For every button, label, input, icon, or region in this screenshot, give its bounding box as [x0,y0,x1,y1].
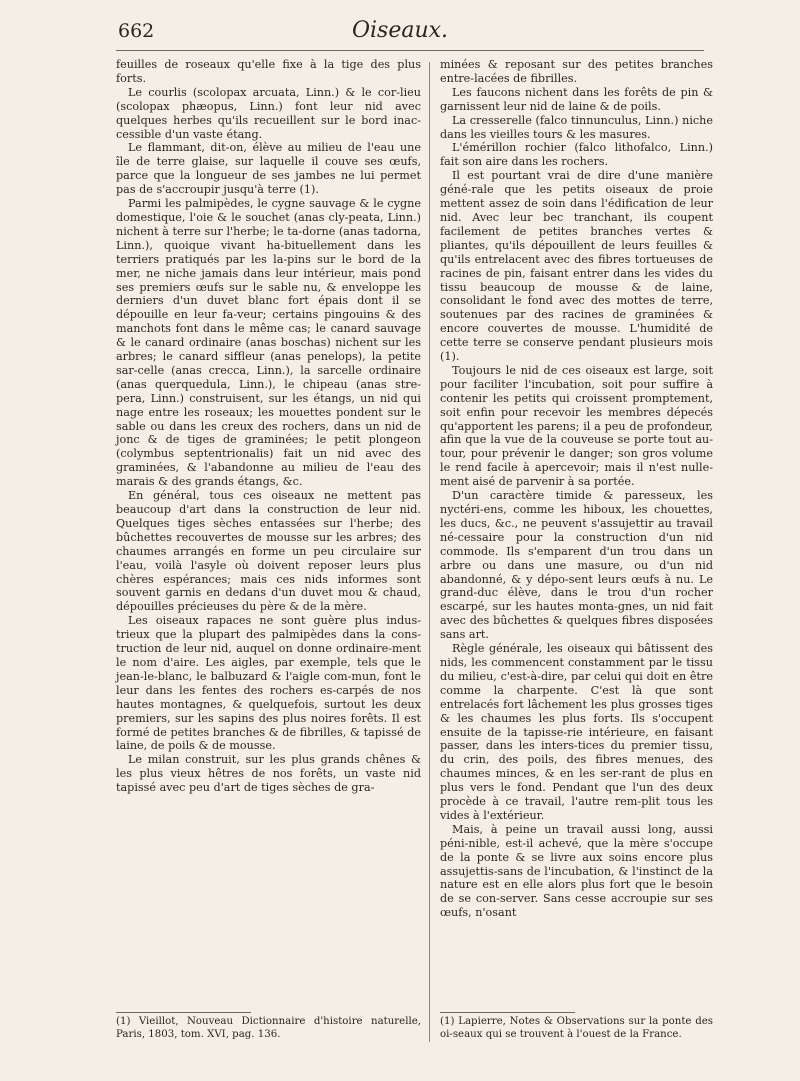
paragraph: Les faucons nichent dans les forêts de pin & garnissent leur nid de laine & de poils. [440,85,713,113]
paragraph: feuilles de roseaux qu'elle fixe à la tige des plus forts. [116,58,421,85]
paragraph: Le flammant, dit-on, élève au milieu de l'eau une île de terre glaise, sur laquelle il couve ses œufs, parce que la longueur de ses jambes ne lui permet pas de s'accroupir jusqu'à terre (1). [116,141,421,197]
footnote-right: (1) Lapierre, Notes & Observations sur la ponte des oi-seaux qui se trouvent à l'ouest de la France. [440,1016,713,1040]
header-rule [116,50,704,51]
paragraph: Mais, à peine un travail aussi long, aussi péni-nible, est-il achevé, que la mère s'occupe de la ponte & se livre aux soins encore plus assujettis-sans de l'incubation, & l'instinct de la nature est en elle alors plus fort que le besoin de se con-server. Sans cesse accroupie sur ses œufs, n'osant [440,822,713,920]
left-column [116,58,421,795]
paragraph: Le courlis (scolopax arcuata, Linn.) & le cor-lieu (scolopax phæopus, Linn.) font leur nid avec quelques herbes qu'ils recueillent sur le bord inac-cessible d'un vaste étang. [116,85,421,141]
page-number: 662 [118,20,155,42]
right-column [440,58,713,920]
paragraph: L'émérillon rochier (falco lithofalco, Linn.) fait son aire dans les rochers. [440,141,713,169]
paragraph: Règle générale, les oiseaux qui bâtissent des nids, les commencent constamment par le tissu du milieu, c'est-à-dire, par celui qui doit en être comme la charpente. C'est là que sont entrelacés fort lâchement les plus grosses tiges & les chaumes les plus forts. Ils s'occupent ensuite de la tapisse-rie intérieure, en faisant passer, dans les inters-tices du premier tissu, du crin, des poils, des fibres menues, des chaumes minces, & en les ser-rant de plus en plus vers le fond. Pendant que l'un des deux procède à ce travail, l'autre rem-plit tous les vides à l'extérieur. [440,642,713,822]
footnote-rule-right [440,1012,575,1013]
paragraph: minées & reposant sur des petites branches entre-lacées de fibrilles. [440,58,713,85]
paragraph: La cresserelle (falco tinnunculus, Linn.) niche dans les vieilles tours & les masures. [440,113,713,141]
footnote-rule-left [116,1012,251,1013]
running-head: Oiseaux. [351,18,449,43]
paragraph: Il est pourtant vrai de dire d'une manière géné-rale que les petits oiseaux de proie mettent assez de soin dans l'édification de leur nid. Avec leur bec tranchant, ils coupent facilement de petites branches vertes & pliantes, qu'ils dépouillent de leurs feuilles & qu'ils entrelacent avec des fibres tortueuses de racines de pin, faisant entrer dans les vides du tissu beaucoup de mousse & de laine, consolidant le fond avec des mottes de terre, soutenues par des racines de graminées & encore couvertes de mousse. L'humidité de cette terre se conserve pendant plusieurs mois (1). [440,169,713,364]
paragraph: En général, tous ces oiseaux ne mettent pas beaucoup d'art dans la construction de leur nid. Quelques tiges sèches entassées sur l'herbe; des bûchettes recouvertes de mousse sur les arbres; des chaumes arrangés en forme un peu circulaire sur l'eau, voilà l'asyle où doivent reposer leurs plus chères espérances; mais ces nids informes sont souvent garnis en dedans d'un duvet mou & chaud, dépouilles précieuses du père & de la mère. [116,489,421,614]
paragraph: Les oiseaux rapaces ne sont guère plus indus-trieux que la plupart des palmipèdes dans la cons-truction de leur nid, auquel on donne ordinaire-ment le nom d'aire. Les aigles, par exemple, tels que le jean-le-blanc, le balbuzard & l'aigle com-mun, font le leur dans les fentes des rochers es-carpés de nos hautes montagnes, & quelquefois, surtout les deux premiers, sur les sapins des plus noires forêts. Il est formé de petites branches & de fibrilles, & tapissé de laine, de poils & de mousse. [116,614,421,753]
paragraph: D'un caractère timide & paresseux, les nyctéri-ens, comme les hiboux, les chouettes, les ducs, &c., ne peuvent s'assujettir au travail né-cessaire pour la construction d'un nid commode. Ils s'emparent d'un trou dans un arbre ou dans une masure, ou d'un nid abandonné, & y dépo-sent leurs œufs à nu. Le grand-duc élève, dans le trou d'un rocher escarpé, sur les hautes monta-gnes, un nid fait avec des bûchettes & quelques fibres disposées sans art. [440,489,713,642]
column-divider [429,62,430,1042]
paragraph: Toujours le nid de ces oiseaux est large, soit pour faciliter l'incubation, soit pour suffire à contenir les petits qui croissent promptement, soit enfin pour recevoir les membres dépecés qu'apportent les parens; il a peu de profondeur, afin que la vue de la couveuse se porte tout au-tour, pour prévenir le danger; son gros volume le rend facile à apercevoir; mais il n'est nulle-ment aisé de parvenir à sa portée. [440,363,713,489]
paragraph: Le milan construit, sur les plus grands chênes & les plus vieux hêtres de nos forêts, un vaste nid tapissé avec peu d'art de tiges sèches de gra- [116,753,421,795]
footnote-left: (1) Vieillot, Nouveau Dictionnaire d'histoire naturelle, Paris, 1803, tom. XVI, pag. 136. [116,1016,421,1040]
paragraph: Parmi les palmipèdes, le cygne sauvage & le cygne domestique, l'oie & le souchet (anas cly-peata, Linn.) nichent à terre sur l'herbe; le ta-dorne (anas tadorna, Linn.), quoique vivant ha-bituellement dans les terriers pratiqués par les la-pins sur le bord de la mer, ne niche jamais dans leur intérieur, mais pond ses premiers œufs sur le sable nu, & enveloppe les derniers d'un duvet blanc fort épais dont il se dépouille en leur fa-veur; certains pingouins & des manchots font dans le même cas; le canard sauvage & le canard ordinaire (anas boschas) nichent sur les arbres; le canard siffleur (anas penelops), la petite sar-celle (anas crecca, Linn.), la sarcelle ordinaire (anas querquedula, Linn.), le chipeau (anas stre-pera, Linn.) construisent, sur les étangs, un nid qui nage entre les roseaux; les mouettes pondent sur le sable ou dans les creux des rochers, dans un nid de jonc & de tiges de graminées; le petit plongeon (colymbus septentrionalis) fait un nid avec des graminées, & l'abandonne au milieu de l'eau des marais & des grands étangs, &c. [116,197,421,489]
